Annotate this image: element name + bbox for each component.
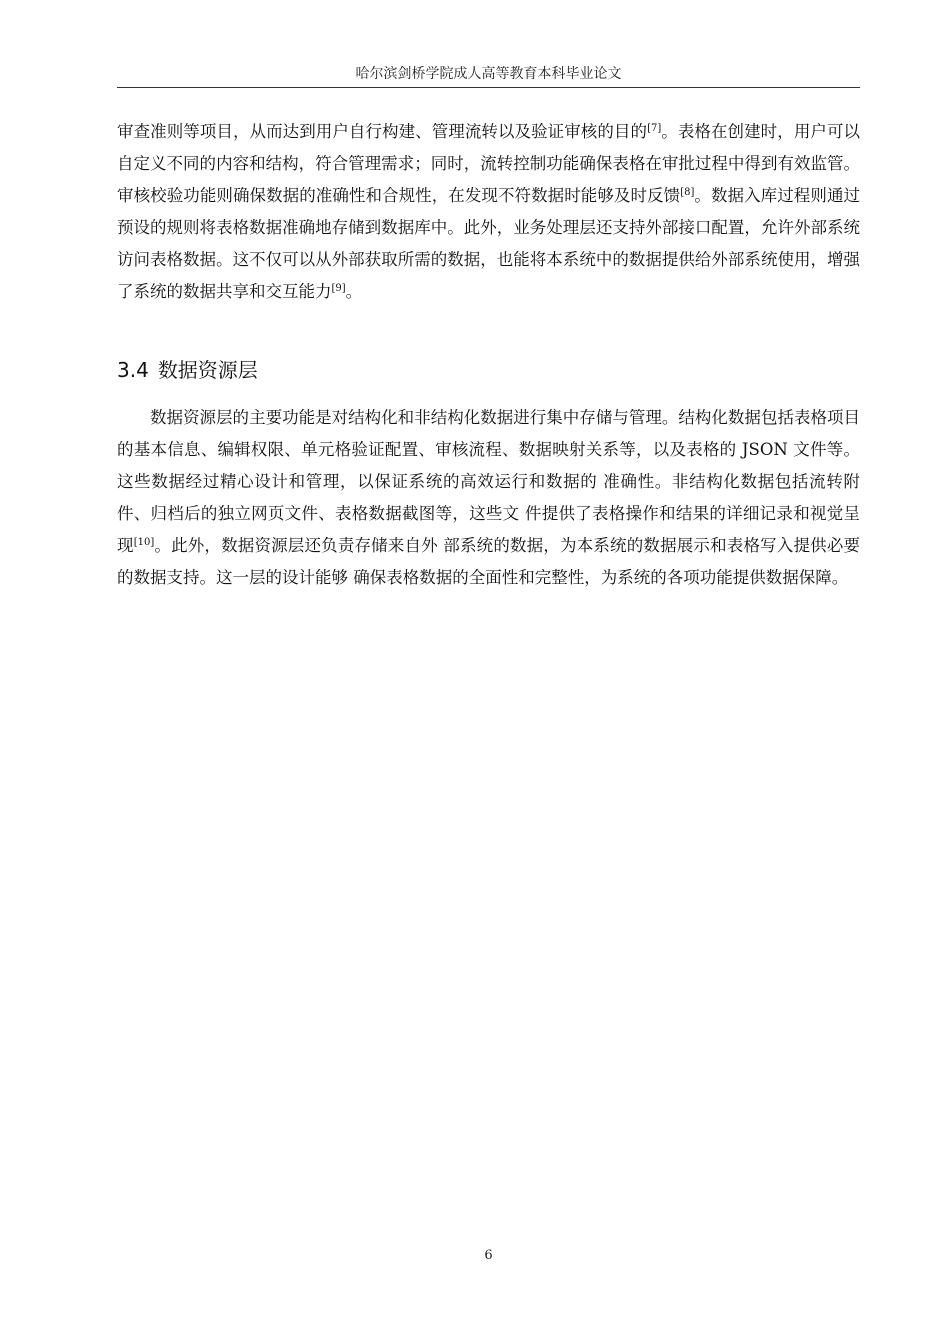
- running-header: 哈尔滨剑桥学院成人高等教育本科毕业论文: [355, 66, 622, 82]
- citation-7: [7]: [647, 123, 662, 134]
- paragraph-1-text-3: 。数据入库过程则通过预设的规则将表格数据准确地存储到数据库中。此外，业务处理层还支持外部接口配置，允许外部系统访问表格数据。这不仅可以从外部获取所需的数据，也能将本系统中的数据提供给外部系统使用，增强了系统的数据共享和交互能力: [117, 186, 861, 301]
- paragraph-1-text-4: 。: [345, 282, 363, 301]
- body-paragraph-1: [117, 116, 860, 308]
- paragraph-1-text-2: 。表格在创建时，用户可以自定义不同的内容和结构，符合管理需求；同时，流转控制功能确保表格在审批过程中得到有效监管。审核校验功能则确保数据的准确性和合规性，在发现不符数据时能够及时反馈: [117, 122, 861, 205]
- section-title: 数据资源层: [157, 358, 258, 382]
- citation-9: [9]: [331, 283, 346, 294]
- paragraph-2-text-2: 。此外，数据资源层还负责存储来自外 部系统的数据，为本系统的数据展示和表格写入提供必要的数据支持。这一层的设计能够 确保表格数据的全面性和完整性，为系统的各项功能提供数据保障。: [117, 536, 861, 587]
- page-number: 6: [484, 1248, 493, 1263]
- body-paragraph-2: [117, 402, 860, 594]
- citation-10: [10]: [133, 537, 155, 548]
- citation-8: [8]: [680, 187, 695, 198]
- paragraph-2-text-1: 数据资源层的主要功能是对结构化和非结构化数据进行集中存储与管理。结构化数据包括表格项目的基本信息、编辑权限、单元格验证配置、审核流程、数据映射关系等，以及表格的 JSON 文件等。这些数据经过精心设计和管理，以保证系统的高效运行和数据的 准确性。非结构化数据包括流转附件、归档后的独立网页文件、表格数据截图等，这些文 件提供了表格操作和结果的详细记录和视觉呈现: [117, 408, 860, 555]
- header-rule: [117, 87, 860, 88]
- section-heading: [117, 356, 258, 384]
- section-number: 3.4: [117, 358, 149, 382]
- paragraph-1-text-1: 审查准则等项目，从而达到用户自行构建、管理流转以及验证审核的目的: [117, 122, 648, 141]
